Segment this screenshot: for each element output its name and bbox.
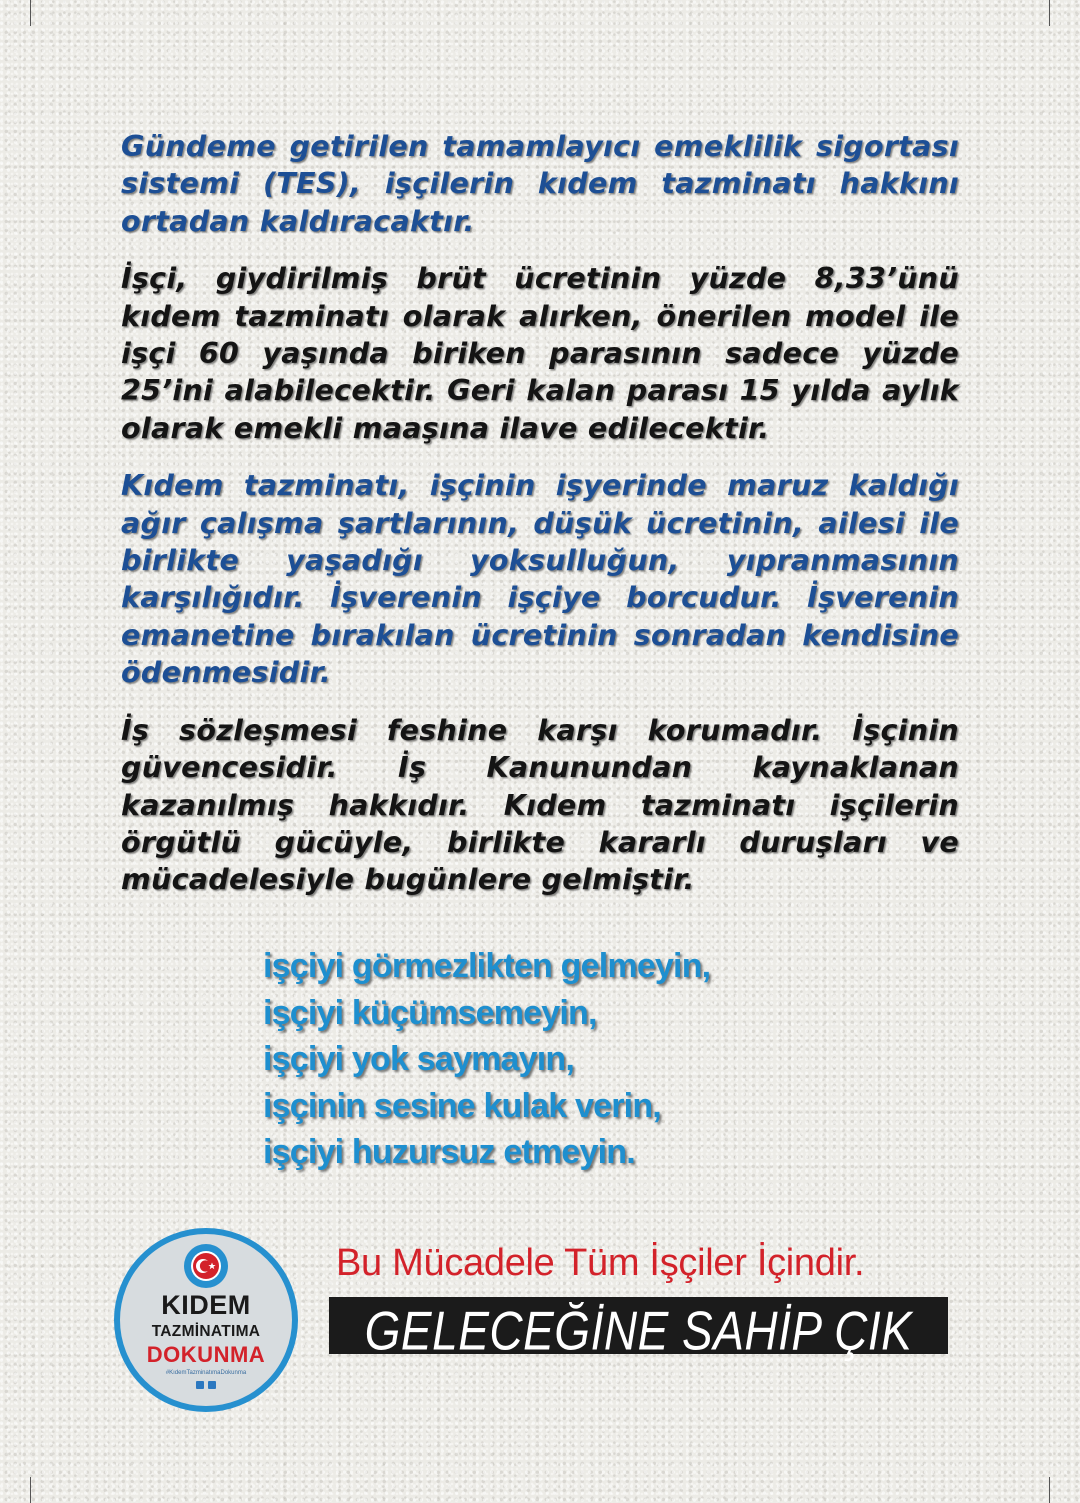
social-icons: [196, 1381, 216, 1389]
slogan-line: işçiyi küçümsemeyin,: [263, 993, 597, 1032]
twitter-icon: [196, 1381, 204, 1389]
facebook-icon: [208, 1381, 216, 1389]
crop-mark: [1049, 1477, 1050, 1503]
badge-line-dokunma: DOKUNMA: [146, 1342, 266, 1367]
body-text: [121, 128, 959, 919]
banner: [329, 1297, 948, 1362]
slogan-line: işçiyi görmezlikten gelmeyin,: [263, 947, 711, 985]
paragraph-protection: İş sözleşmesi feshine karşı korumadır. İşçinin güvencesidir. İş Kanunundan kaynaklanan kazanılmış hakkıdır. Kıdem tazminatı işçilerin örgütlü gücüyle, birlikte kararlı duruşları ve mücadelesiyle bugünlere gelmiştir.: [121, 713, 959, 897]
tagline: Bu Mücadele Tüm İşçiler İçindir.: [336, 1242, 865, 1284]
slogan-line: işçiyi huzursuz etmeyin.: [263, 1133, 635, 1171]
badge-line-tazminatima: TAZMİNATIMA: [151, 1323, 261, 1340]
campaign-badge: [114, 1228, 298, 1412]
badge-line-kidem: KIDEM: [161, 1290, 251, 1320]
paragraph-tes: Gündeme getirilen tamamlayıcı emeklilik sigortası sistemi (TES), işçilerin kıdem tazminatı hakkını ortadan kaldıracaktır.: [121, 130, 959, 238]
paragraph-definition: Kıdem tazminatı, işçinin işyerinde maruz kaldığı ağır çalışma şartlarının, düşük ücretinin, ailesi ile birlikte yaşadığı yoksulluğun, yıpranmasının karşılığıdır. İşverenin işçiye borcudur. İşverenin emanetine bırakılan ücretinin sonradan kendisine ödenmesidir.: [121, 469, 959, 690]
slogan-line: işçiyi yok saymayın,: [263, 1040, 574, 1078]
turk-is-emblem-icon: [182, 1240, 230, 1296]
banner-text: GELECEĞİNE SAHİP ÇIK: [364, 1300, 913, 1362]
crop-mark: [30, 1477, 31, 1503]
paragraph-percentages: İşçi, giydirilmiş brüt ücretinin yüzde 8,33’ünü kıdem tazminatı olarak alırken, önerilen model ile işçi 60 yaşında biriken parasının sadece yüzde 25’ini alabilecektir. Geri kalan parası 15 yılda aylık olarak emekli maaşına ilave edilecektir.: [121, 262, 959, 445]
badge-hashtag: #KıdemTazminatımaDokunma: [165, 1370, 247, 1376]
slogan-line: işçinin sesine kulak verin,: [263, 1086, 661, 1125]
slogan-list: [263, 943, 883, 1176]
crop-mark: [30, 0, 31, 26]
crop-mark: [1049, 0, 1050, 26]
